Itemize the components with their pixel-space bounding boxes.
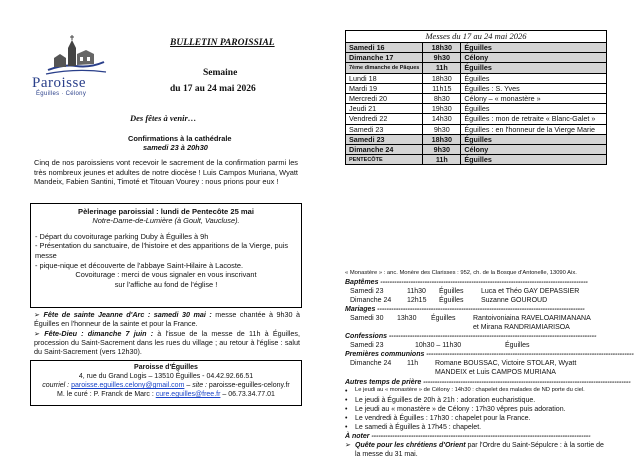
confessions-heading: Confessions ----------------------------------------------------------------------------------------- [345,333,597,341]
bapteme-row [345,287,607,296]
contact-title: Paroisse d'Éguilles [134,364,198,371]
mass-time: 11h15 [423,83,461,93]
feast-jeanne-label: Fête de sainte Jeanne d'Arc : samedi 30 mai : [43,310,212,319]
priere-text: Le jeudi au « monastère » de Célony : 17h30 vêpres puis adoration. [355,405,566,413]
mariage-row: Samedi 30 13h30 Éguilles Rantoivoniaina RAVELOARIMANANA [350,314,591,322]
mass-place: Éguilles [461,43,607,53]
mass-place: Éguilles : mon de retraite « Blanc-Galet » [461,114,607,124]
priere-item [345,414,607,423]
mass-row [346,43,607,53]
feast-jeanne-text: messe chantée à 9h30 à Éguilles en l'honneur de la sainte et pour la France. [34,310,300,329]
mass-schedule-title: Messes du 17 au 24 mai 2026 [346,31,607,43]
mass-day: 7ème dimanche de Pâques [346,63,423,73]
quete-label: Quête pour les chrétiens d'Orient [355,442,466,450]
contact-cure [31,390,301,399]
cure-email-link[interactable]: cure.eguilles@free.fr [155,391,221,399]
pelerinage-title: Pèlerinage paroissial : lundi de Pentecôte 25 mai [78,207,254,216]
pelerinage-line: - Départ du covoiturage parking Duby à Éguilles à 9h [35,231,209,241]
mass-row [346,144,607,154]
mass-row [346,124,607,134]
bapteme-date: Samedi 23 [350,287,384,295]
mass-day: Samedi 23 [346,124,423,134]
pelerinage-line: - Présentation du sanctuaire, de l'histoire et des apparitions de la Vierge, puis messe [35,241,289,260]
mass-row [346,73,607,83]
pelerinage-place: Notre-Dame-de-Lumière (à Goult, Vaucluse). [92,216,240,226]
mass-day: Jeudi 21 [346,104,423,114]
mass-row [346,93,607,103]
mass-time: 11h [423,155,461,165]
right-info [345,270,634,459]
bapteme-date: Dimanche 24 [350,296,392,304]
site-label: – site : [184,382,209,390]
mass-place: Célony – « monastère » [461,93,607,103]
mass-time: 18h30 [423,73,461,83]
mariages-heading: Mariages ----------------------------------------------------------------------------------------- [345,305,585,313]
cure-phone: – 06.73.34.77.01 [220,391,275,399]
logo-commune: Éguilles · Célony [36,91,87,97]
mass-day: PENTECÔTE [346,155,423,165]
confession-row: Samedi 23 10h30 – 11h30 Éguilles [350,342,530,350]
contact-address: 4, rue du Grand Logis – 13510 Éguilles - 04.42.92.66.51 [78,373,254,381]
pelerinage-covoiturage: Covoiturage : merci de vous signaler en vous inscrivant [75,270,257,280]
feast-dieu [34,329,300,357]
anoter-heading: À noter ---------------------------------------------------------------------------------------------- [345,433,591,441]
quete-text: par l'Ordre du Saint-Sépulcre : à la sortie de la messe du 31 mai. [355,442,604,459]
priere-item [345,387,607,396]
mass-day: Mardi 19 [346,83,423,93]
baptemes-heading: Baptêmes ----------------------------------------------------------------------------------------- [345,278,588,286]
fetes-heading: Des fêtes à venir… [130,113,197,123]
priere-text: Le samedi à Éguilles à 17h45 : chapelet. [355,424,482,432]
mass-place: Célony [461,53,607,63]
priere-text: Le vendredi à Éguilles : 17h30 : chapelet pour la France. [355,414,531,422]
mass-day: Lundi 18 [346,73,423,83]
site-link[interactable]: paroisse-eguilles-celony.fr [208,382,290,390]
priere-text: Le jeudi au « monastère » de Célony : 14h30 : chapelet des malades de ND porte du ciel. [355,386,585,393]
mass-place: Éguilles [461,155,607,165]
mass-time: 19h30 [423,104,461,114]
mass-place: Éguilles [461,134,607,144]
mass-day: Samedi 23 [346,134,423,144]
mass-place: Éguilles [461,104,607,114]
mass-time: 9h30 [423,53,461,63]
bulletin-title: BULLETIN PAROISSIAL [170,38,275,48]
bullet-icon: • [345,396,348,404]
priere-item [345,396,607,405]
mass-day: Dimanche 17 [346,53,423,63]
pelerinage-box [30,203,302,308]
arrow-icon: ➢ [345,442,351,450]
mass-day: Vendredi 22 [346,114,423,124]
pelerinage-affiche: sur l'affiche au fond de l'église ! [114,279,218,289]
mass-row [346,63,607,73]
mass-time: 18h30 [423,43,461,53]
mass-time: 9h30 [423,124,461,134]
mass-time: 14h30 [423,114,461,124]
mass-row [346,104,607,114]
mass-row [346,83,607,93]
feast-dieu-text: à l'issue de la messe de 11h à Éguilles, procession du Saint-Sacrement dans les rues du village ; au retour à l'église : salut du Saint-Sacrement (vers 12h30). [34,328,301,357]
priere-item [345,423,607,432]
email-link[interactable]: paroisse.eguilles.celony@gmail.com [71,382,185,390]
contact-web [31,381,301,390]
mass-row [346,53,607,63]
bapteme-names: Suzanne GOUROUD [481,296,548,304]
mass-place: Éguilles [461,73,607,83]
arrow-icon: ➢ [34,310,44,319]
mass-day: Mercredi 20 [346,93,423,103]
mass-time: 18h30 [423,134,461,144]
bapteme-time: 11h30 [407,287,426,295]
bullet-icon: • [345,424,348,432]
priere-item [345,405,607,414]
bullet-icon: • [345,414,348,422]
arrow-icon: ➢ [34,328,45,338]
mass-schedule-table [345,30,607,165]
church-village-icon [44,34,108,76]
bapteme-time: 12h15 [407,296,427,304]
bapteme-place: Éguilles [439,296,464,304]
mariage-row-2: et Mirana RANDRIAMIARISOA [473,324,570,331]
contact-box [30,360,302,406]
cure-label: M. le curé : P. Franck de Marc : [57,391,156,399]
mass-row [346,134,607,144]
feast-jeanne [34,310,300,329]
mass-day: Dimanche 24 [346,144,423,154]
feast-dieu-label: Fête-Dieu : dimanche 7 juin : [44,328,154,338]
feasts-block [34,310,300,357]
priere-text: Le jeudi à Éguilles de 20h à 21h : adoration eucharistique. [355,396,536,404]
monastere-note: « Monastère » : anc. Monère des Clarisses : 952, ch. de la Bosque d'Antonelle, 13090 Aix. [345,270,577,276]
confirmation-date: samedi 23 à 20h30 [143,143,208,152]
courriel-label: courriel : [42,382,72,390]
mass-time: 8h30 [423,93,461,103]
parish-logo [30,34,130,98]
communion-row-2: MANDEIX et Luis CAMPOS MURIANA [435,369,556,377]
pelerinage-line: - pique-nique et découverte de l'abbaye Saint-Hilaire à Lacoste. [35,260,244,270]
mass-place: Célony [461,144,607,154]
quete-item [345,441,607,459]
week-dates: du 17 au 24 mai 2026 [170,84,256,94]
confirmation-title: Confirmations à la cathédrale [128,134,232,143]
semaine-label: Semaine [203,68,238,78]
mass-row [346,114,607,124]
bapteme-row [345,296,607,305]
bapteme-names: Luca et Théo GAY DEPASSIER [481,287,580,295]
mass-place: Éguilles : en l'honneur de la Vierge Marie [461,124,607,134]
communion-row: Dimanche 24 11h Romane BOUSSAC, Victoire STOLAR, Wyatt [350,360,577,368]
mass-day: Samedi 16 [346,43,423,53]
logo-name: Paroisse [32,75,86,91]
mass-time: 9h30 [423,144,461,154]
mass-place: Éguilles : S. Yves [461,83,607,93]
bullet-icon: • [345,387,348,395]
bullet-icon: • [345,405,348,413]
priere-heading: Autres temps de prière ----------------------------------------------------------------------------------------- [345,378,631,386]
mass-row [346,155,607,165]
mass-place: Éguilles [461,63,607,73]
communions-heading: Premières communions ----------------------------------------------------------------------------------------- [345,351,634,359]
confirmation-text: Cinq de nos paroissiens vont recevoir le sacrement de la confirmation parmi les très nombreux jeunes et adultes de notre diocèse ! Luis Campos Muriana, Wyatt Mandeix, Fabien Santini, Timoté et Titouan Vourey : nous prions pour eux ! [34,158,298,187]
bapteme-place: Éguilles [439,287,464,295]
mass-time: 11h [423,63,461,73]
